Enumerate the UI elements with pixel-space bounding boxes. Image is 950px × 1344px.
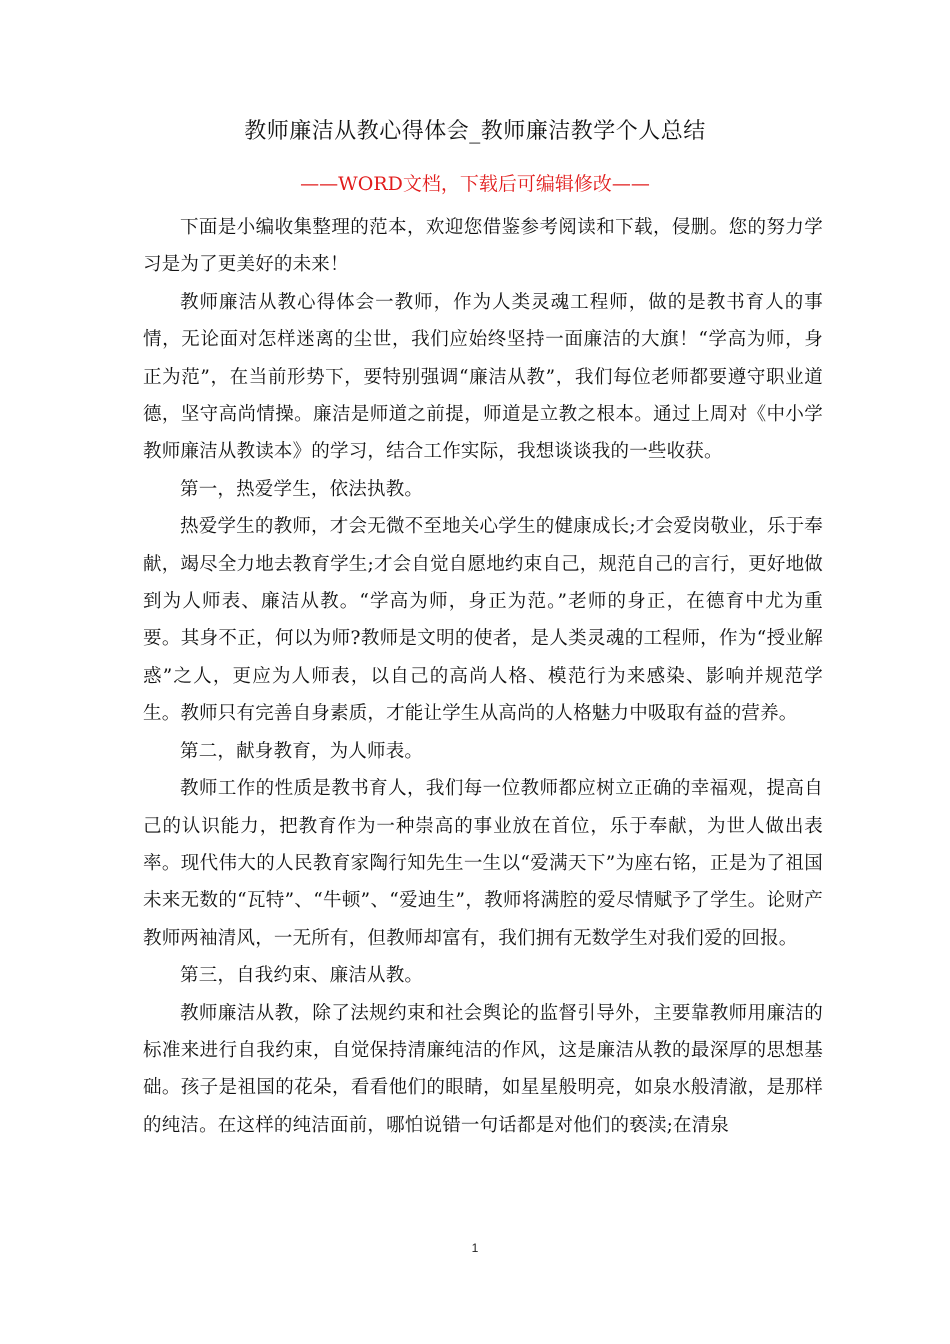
paragraph-opening: 教师廉洁从教心得体会一教师，作为人类灵魂工程师，做的是教书育人的事情，无论面对怎样迷离的尘世，我们应始终坚持一面廉洁的大旗！“学高为师，身正为范”，在当前形势下，要特别强调“廉洁从教”，我们每位老师都要遵守职业道德，坚守高尚情操。廉洁是师道之前提，师道是立教之根本。通过上周对《中小学教师廉洁从教读本》的学习，结合工作实际，我想谈谈我的一些收获。 [143, 291, 823, 463]
section-heading-third: 第三，自我约束、廉洁从教。 [180, 965, 424, 987]
section-heading-second: 第二，献身教育，为人师表。 [180, 740, 424, 762]
document-title: 教师廉洁从教心得体会_教师廉洁教学个人总结 [244, 119, 706, 144]
page-number: 1 [471, 1241, 479, 1255]
document-body [143, 209, 823, 1144]
paragraph-intro: 下面是小编收集整理的范本，欢迎您借鉴参考阅读和下载，侵删。您的努力学习是为了更美好的未来！ [143, 217, 823, 276]
section-heading-first: 第一，热爱学生，依法执教。 [180, 478, 424, 500]
document-subtitle: ——WORD文档，下载后可编辑修改—— [300, 173, 650, 195]
paragraph-first: 热爱学生的教师，才会无微不至地关心学生的健康成长;才会爱岗敬业，乐于奉献，竭尽全力地去教育学生;才会自觉自愿地约束自己，规范自己的言行，更好地做到为人师表、廉洁从教。“学高为师，身正为范。”老师的身正，在德育中尤为重要。其身不正，何以为师?教师是文明的使者，是人类灵魂的工程师，作为“授业解惑”之人，更应为人师表，以自己的高尚人格、模范行为来感染、影响并规范学生。教师只有完善自身素质，才能让学生从高尚的人格魅力中吸取有益的营养。 [143, 516, 823, 725]
paragraph-third: 教师廉洁从教，除了法规约束和社会舆论的监督引导外，主要靠教师用廉洁的标准来进行自我约束，自觉保持清廉纯洁的作风，这是廉洁从教的最深厚的思想基础。孩子是祖国的花朵，看看他们的眼睛，如星星般明亮，如泉水般清澈，是那样的纯洁。在这样的纯洁面前，哪怕说错一句话都是对他们的亵渎;在清泉 [143, 1002, 823, 1136]
paragraph-second: 教师工作的性质是教书育人，我们每一位教师都应树立正确的幸福观，提高自己的认识能力，把教育作为一种崇高的事业放在首位，乐于奉献，为世人做出表率。现代伟大的人民教育家陶行知先生一生以“爱满天下”为座右铭，正是为了祖国未来无数的“瓦特”、“牛顿”、“爱迪生”，教师将满腔的爱尽情赋予了学生。论财产教师两袖清风，一无所有，但教师却富有，我们拥有无数学生对我们爱的回报。 [143, 778, 823, 949]
